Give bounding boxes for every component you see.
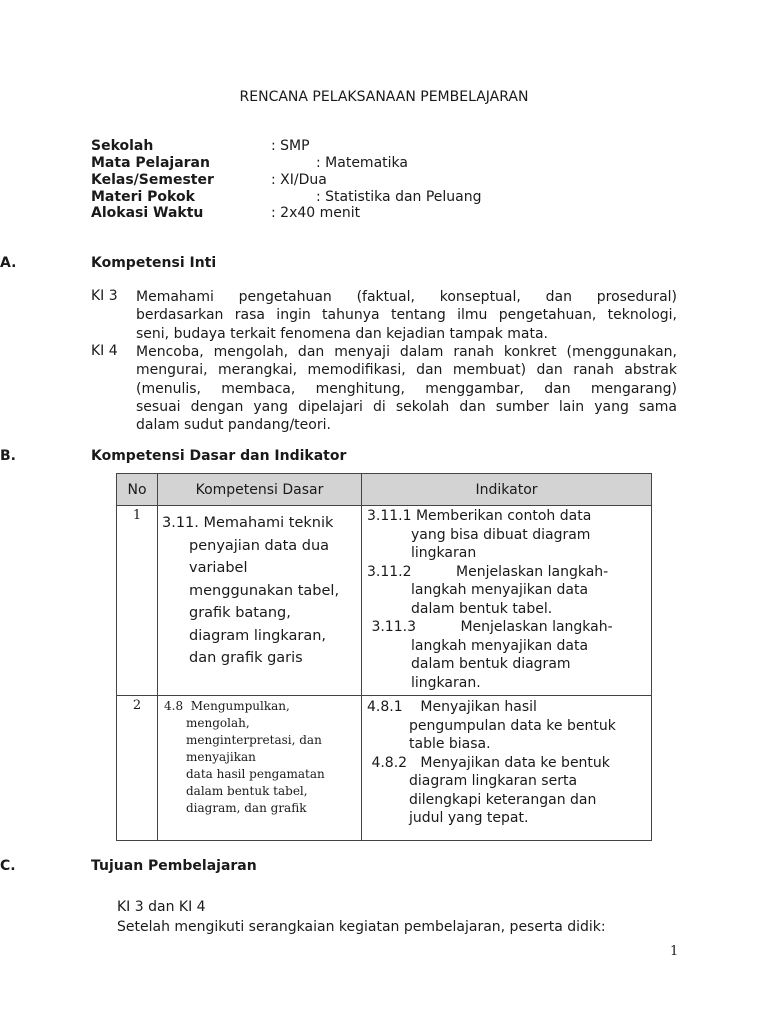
kd-text: data hasil pengamatan: [186, 767, 325, 781]
indicator-text: diagram lingkaran serta: [409, 773, 578, 789]
section-b-letter: B.: [0, 448, 16, 464]
indicator-head: 4.8.1 Menyajikan hasil: [367, 699, 537, 715]
indicator-text: pengumpulan data ke bentuk: [409, 717, 616, 734]
kd-text: 4.8 Mengumpulkan,: [164, 699, 290, 713]
ki3-line: Memahami pengetahuan (faktual, konseptual, dan prosedural): [136, 289, 677, 305]
section-b-title: Kompetensi Dasar dan Indikator: [91, 448, 347, 464]
indicator-text: judul yang tepat.: [409, 810, 529, 826]
info-label-alokasi-waktu: Alokasi Waktu: [91, 205, 204, 221]
row-number: 1: [117, 506, 158, 696]
document-title: RENCANA PELAKSANAAN PEMBELAJARAN: [239, 89, 529, 105]
info-label-mata-pelajaran: Mata Pelajaran: [91, 155, 210, 171]
kompetensi-dasar-table: [116, 473, 652, 841]
indicator-text: dilengkapi keterangan dan: [409, 791, 597, 808]
ki4-line: (menulis, membaca, menghitung, menggambar, dan mengarang): [136, 380, 677, 397]
kd-text: menyajikan: [186, 750, 256, 764]
ki4-text: [136, 343, 677, 434]
section-a-letter: A.: [0, 255, 17, 271]
indicator-text: dalam bentuk diagram: [411, 656, 571, 672]
indicator-text: langkah menyajikan data: [411, 637, 589, 654]
indicator-text: dalam bentuk tabel.: [411, 600, 553, 617]
ki4-code: KI 4: [91, 343, 118, 359]
tujuan-intro: Setelah mengikuti serangkaian kegiatan pembelajaran, peserta didik:: [117, 919, 606, 935]
header-kompetensi-dasar: Kompetensi Dasar: [158, 474, 362, 506]
indicator-head: 3.11.2 Menjelaskan langkah-: [367, 563, 609, 580]
info-label-sekolah: Sekolah: [91, 138, 154, 154]
row-number: 2: [117, 696, 158, 841]
table-row: [117, 506, 652, 696]
info-value-sekolah: : SMP: [271, 138, 310, 154]
section-c-title: Tujuan Pembelajaran: [91, 858, 257, 874]
header-no: No: [117, 474, 158, 506]
info-value-kelas-semester: : XI/Dua: [271, 172, 327, 188]
indicator-text: langkah menyajikan data: [411, 582, 589, 598]
info-label-materi-pokok: Materi Pokok: [91, 189, 195, 205]
ki3-line: seni, budaya terkait fenomena dan kejadian tampak mata.: [136, 325, 548, 342]
indicator-head: 3.11.1 Memberikan contoh data: [367, 508, 592, 524]
ki3-line: berdasarkan rasa ingin tahunya tentang ilmu pengetahuan, teknologi,: [136, 307, 677, 324]
indicator-head: 4.8.2 Menyajikan data ke bentuk: [367, 754, 610, 771]
section-c-letter: C.: [0, 858, 16, 874]
kd-text: diagram lingkaran,: [189, 627, 327, 644]
indicator-text: lingkaran: [411, 545, 477, 561]
indicator-text: yang bisa dibuat diagram: [411, 526, 591, 543]
table-row: [117, 696, 652, 841]
ki4-line: mengurai, merangkai, memodifikasi, dan membuat) dan ranah abstrak: [136, 362, 677, 379]
kd-text: diagram, dan grafik: [186, 801, 307, 815]
kompetensi-dasar-cell: [158, 506, 362, 696]
info-value-alokasi-waktu: : 2x40 menit: [271, 205, 361, 221]
kd-text: dan grafik garis: [189, 650, 303, 666]
table-header-row: [117, 474, 652, 506]
page-number: 1: [670, 944, 679, 959]
kd-text: variabel: [189, 560, 248, 576]
kd-text: dalam bentuk tabel,: [186, 784, 308, 798]
kd-text: mengolah,: [186, 716, 250, 730]
indicator-text: table biasa.: [409, 736, 491, 752]
kd-text: 3.11. Memahami teknik: [162, 515, 334, 531]
indikator-cell: [362, 696, 652, 841]
header-indikator: Indikator: [362, 474, 652, 506]
kd-text: menggunakan tabel,: [189, 582, 340, 599]
indicator-text: lingkaran.: [411, 674, 481, 691]
info-label-kelas-semester: Kelas/Semester: [91, 172, 214, 188]
ki4-line: Mencoba, mengolah, dan menyaji dalam ranah konkret (menggunakan,: [136, 344, 677, 360]
kd-text: menginterpretasi, dan: [186, 733, 322, 747]
indikator-cell: [362, 506, 652, 696]
info-value-mata-pelajaran: : Matematika: [316, 155, 408, 171]
kompetensi-dasar-cell: [158, 696, 362, 841]
tujuan-subheading: KI 3 dan KI 4: [117, 899, 206, 915]
kd-text: penyajian data dua: [189, 537, 330, 554]
ki3-text: [136, 288, 677, 343]
kd-text: grafik batang,: [189, 605, 291, 621]
ki3-code: KI 3: [91, 288, 118, 304]
info-value-materi-pokok: : Statistika dan Peluang: [316, 189, 482, 205]
ki4-line: sesuai dengan yang dipelajari di sekolah dan sumber lain yang sama: [136, 398, 677, 415]
indicator-head: 3.11.3 Menjelaskan langkah-: [367, 619, 613, 635]
section-a-title: Kompetensi Inti: [91, 255, 217, 271]
ki4-line: dalam sudut pandang/teori.: [136, 417, 331, 434]
